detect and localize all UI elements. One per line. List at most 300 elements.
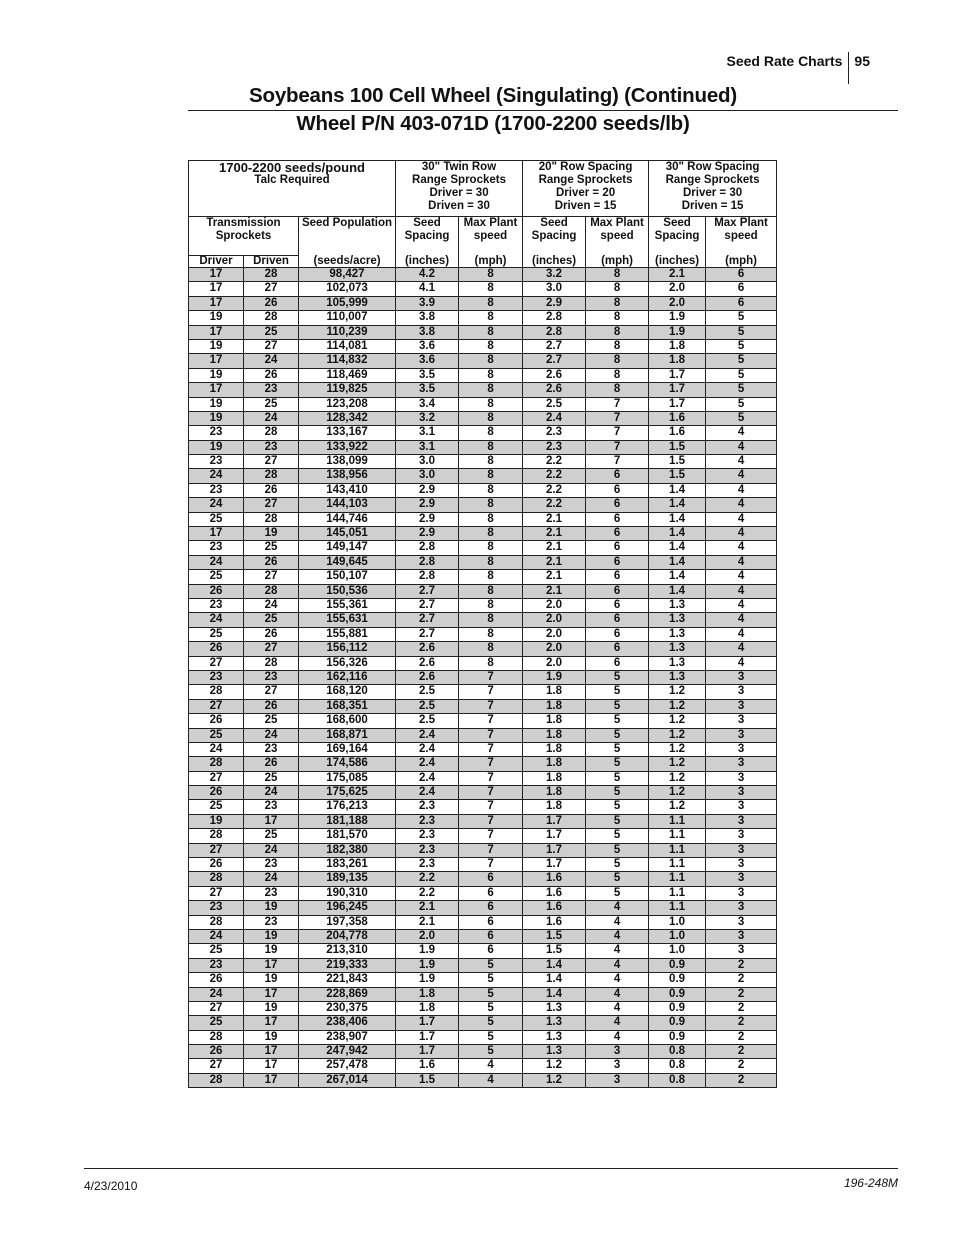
cell-driven: 23: [244, 800, 299, 814]
cell-30in-spacing: 1.3: [649, 627, 706, 641]
unit-mph: (mph): [706, 256, 777, 268]
cell-population: 247,942: [299, 1045, 396, 1059]
cell-driven: 28: [244, 584, 299, 598]
cell-30in-spacing: 1.9: [649, 311, 706, 325]
col-group-line: Driven = 15: [554, 200, 617, 212]
cell-30in-spacing: 0.9: [649, 973, 706, 987]
cell-20in-speed: 5: [586, 814, 649, 828]
cell-twin-spacing: 3.9: [396, 296, 459, 310]
cell-driven: 17: [244, 814, 299, 828]
cell-twin-speed: 7: [459, 814, 523, 828]
table-row: [189, 1073, 777, 1087]
header-max-plant-speed: Max Plant speed: [586, 217, 649, 256]
cell-twin-spacing: 2.7: [396, 584, 459, 598]
cell-driven: 26: [244, 699, 299, 713]
cell-twin-spacing: 3.0: [396, 455, 459, 469]
cell-population: 196,245: [299, 901, 396, 915]
cell-20in-speed: 4: [586, 1001, 649, 1015]
table-row: [189, 440, 777, 454]
cell-30in-speed: 5: [706, 325, 777, 339]
cell-20in-spacing: 1.3: [523, 1016, 586, 1030]
title-line-2: Wheel P/N 403-071D (1700-2200 seeds/lb): [296, 112, 690, 135]
cell-driver: 23: [189, 598, 244, 612]
cell-20in-spacing: 2.2: [523, 469, 586, 483]
cell-20in-speed: 5: [586, 685, 649, 699]
cell-population: 144,103: [299, 498, 396, 512]
cell-20in-speed: 4: [586, 901, 649, 915]
table-row: [189, 339, 777, 353]
cell-twin-spacing: 2.9: [396, 498, 459, 512]
cell-30in-speed: 3: [706, 714, 777, 728]
cell-20in-spacing: 1.4: [523, 987, 586, 1001]
cell-30in-spacing: 1.7: [649, 368, 706, 382]
cell-driver: 28: [189, 757, 244, 771]
cell-30in-spacing: 1.2: [649, 714, 706, 728]
table-row: [189, 483, 777, 497]
cell-driver: 24: [189, 987, 244, 1001]
cell-30in-spacing: 1.2: [649, 757, 706, 771]
cell-20in-speed: 5: [586, 872, 649, 886]
cell-30in-speed: 3: [706, 843, 777, 857]
cell-20in-spacing: 1.7: [523, 829, 586, 843]
cell-population: 149,645: [299, 555, 396, 569]
cell-twin-speed: 8: [459, 397, 523, 411]
cell-twin-spacing: 2.9: [396, 512, 459, 526]
cell-twin-spacing: 2.4: [396, 771, 459, 785]
cell-30in-spacing: 1.2: [649, 800, 706, 814]
cell-30in-speed: 6: [706, 296, 777, 310]
cell-driven: 17: [244, 958, 299, 972]
cell-twin-speed: 7: [459, 829, 523, 843]
table-row: [189, 527, 777, 541]
cell-driven: 27: [244, 570, 299, 584]
cell-30in-spacing: 0.9: [649, 1001, 706, 1015]
cell-20in-spacing: 1.3: [523, 1030, 586, 1044]
cell-twin-spacing: 2.4: [396, 757, 459, 771]
cell-20in-spacing: 1.6: [523, 872, 586, 886]
cell-driver: 23: [189, 455, 244, 469]
cell-driven: 17: [244, 1045, 299, 1059]
cell-20in-spacing: 1.8: [523, 771, 586, 785]
cell-twin-speed: 8: [459, 440, 523, 454]
cell-30in-spacing: 1.4: [649, 584, 706, 598]
cell-30in-spacing: 0.8: [649, 1045, 706, 1059]
cell-20in-speed: 5: [586, 714, 649, 728]
cell-twin-speed: 8: [459, 339, 523, 353]
cell-twin-speed: 8: [459, 426, 523, 440]
group-subheading: Talc Required: [254, 174, 330, 186]
cell-30in-spacing: 1.8: [649, 339, 706, 353]
table-row: [189, 296, 777, 310]
cell-twin-speed: 8: [459, 527, 523, 541]
cell-30in-speed: 3: [706, 915, 777, 929]
cell-twin-speed: 7: [459, 786, 523, 800]
cell-driver: 25: [189, 800, 244, 814]
cell-driven: 27: [244, 642, 299, 656]
cell-twin-speed: 7: [459, 757, 523, 771]
cell-30in-spacing: 1.4: [649, 498, 706, 512]
cell-30in-speed: 2: [706, 1045, 777, 1059]
cell-driver: 26: [189, 642, 244, 656]
cell-20in-spacing: 1.8: [523, 714, 586, 728]
cell-driven: 23: [244, 670, 299, 684]
cell-driven: 25: [244, 541, 299, 555]
header-seed-spacing: Seed Spacing: [649, 217, 706, 256]
cell-20in-spacing: 1.2: [523, 1059, 586, 1073]
table-row: [189, 944, 777, 958]
cell-30in-speed: 4: [706, 613, 777, 627]
table-row: [189, 901, 777, 915]
col-group-line: Range Sprockets: [665, 174, 760, 186]
cell-driver: 19: [189, 311, 244, 325]
table-row: [189, 354, 777, 368]
cell-population: 155,631: [299, 613, 396, 627]
cell-twin-speed: 4: [459, 1073, 523, 1087]
cell-30in-speed: 4: [706, 584, 777, 598]
cell-driver: 24: [189, 929, 244, 943]
cell-driver: 27: [189, 699, 244, 713]
cell-20in-speed: 5: [586, 670, 649, 684]
col-group-title: 30" Twin Row: [421, 161, 497, 173]
cell-30in-spacing: 1.3: [649, 598, 706, 612]
cell-driven: 26: [244, 757, 299, 771]
cell-twin-speed: 4: [459, 1059, 523, 1073]
cell-twin-speed: 8: [459, 411, 523, 425]
cell-20in-speed: 4: [586, 987, 649, 1001]
cell-population: 230,375: [299, 1001, 396, 1015]
cell-30in-spacing: 1.2: [649, 728, 706, 742]
table-row: [189, 929, 777, 943]
cell-20in-speed: 8: [586, 282, 649, 296]
cell-20in-speed: 5: [586, 886, 649, 900]
cell-population: 169,164: [299, 742, 396, 756]
cell-twin-speed: 7: [459, 800, 523, 814]
cell-30in-speed: 5: [706, 411, 777, 425]
cell-twin-spacing: 2.9: [396, 483, 459, 497]
cell-20in-speed: 6: [586, 527, 649, 541]
cell-twin-spacing: 1.7: [396, 1030, 459, 1044]
cell-30in-spacing: 1.1: [649, 886, 706, 900]
cell-driven: 24: [244, 411, 299, 425]
cell-30in-spacing: 0.9: [649, 987, 706, 1001]
col-group-title: 20" Row Spacing: [538, 161, 633, 173]
cell-20in-spacing: 1.8: [523, 728, 586, 742]
cell-driven: 23: [244, 886, 299, 900]
col-group-line: Range Sprockets: [412, 174, 506, 186]
cell-30in-spacing: 1.3: [649, 642, 706, 656]
unit-driver: Driver: [189, 256, 244, 268]
cell-20in-speed: 4: [586, 1030, 649, 1044]
cell-twin-speed: 8: [459, 541, 523, 555]
table-row: [189, 872, 777, 886]
cell-20in-spacing: 2.0: [523, 642, 586, 656]
cell-30in-spacing: 1.4: [649, 483, 706, 497]
cell-30in-speed: 5: [706, 354, 777, 368]
table-row: [189, 311, 777, 325]
cell-driver: 24: [189, 613, 244, 627]
table-row: [189, 642, 777, 656]
col-group-line: Driver = 30: [429, 187, 489, 199]
table-row: [189, 584, 777, 598]
cell-20in-spacing: 2.4: [523, 411, 586, 425]
cell-20in-speed: 5: [586, 699, 649, 713]
cell-driver: 25: [189, 944, 244, 958]
cell-20in-speed: 8: [586, 354, 649, 368]
cell-20in-spacing: 2.6: [523, 383, 586, 397]
table-row: [189, 973, 777, 987]
cell-30in-spacing: 1.9: [649, 325, 706, 339]
cell-driven: 19: [244, 929, 299, 943]
cell-population: 105,999: [299, 296, 396, 310]
cell-30in-speed: 2: [706, 1073, 777, 1087]
cell-twin-spacing: 2.6: [396, 656, 459, 670]
cell-30in-speed: 2: [706, 1030, 777, 1044]
cell-20in-spacing: 2.5: [523, 397, 586, 411]
cell-30in-speed: 6: [706, 282, 777, 296]
page-number: 95: [854, 53, 870, 69]
cell-population: 175,625: [299, 786, 396, 800]
cell-driver: 26: [189, 973, 244, 987]
cell-twin-spacing: 3.8: [396, 311, 459, 325]
cell-population: 221,843: [299, 973, 396, 987]
table-row: [189, 699, 777, 713]
cell-driven: 19: [244, 944, 299, 958]
cell-30in-speed: 2: [706, 1059, 777, 1073]
cell-30in-speed: 4: [706, 555, 777, 569]
cell-twin-spacing: 1.9: [396, 973, 459, 987]
cell-driven: 26: [244, 296, 299, 310]
cell-driver: 24: [189, 742, 244, 756]
cell-20in-speed: 5: [586, 858, 649, 872]
cell-30in-speed: 3: [706, 800, 777, 814]
cell-20in-speed: 5: [586, 771, 649, 785]
cell-30in-spacing: 1.6: [649, 411, 706, 425]
cell-20in-speed: 8: [586, 368, 649, 382]
cell-twin-spacing: 2.8: [396, 555, 459, 569]
cell-population: 110,007: [299, 311, 396, 325]
cell-20in-speed: 6: [586, 469, 649, 483]
cell-driven: 24: [244, 872, 299, 886]
cell-30in-spacing: 1.7: [649, 397, 706, 411]
table-row: [189, 656, 777, 670]
cell-driver: 23: [189, 958, 244, 972]
cell-twin-speed: 7: [459, 699, 523, 713]
cell-driven: 27: [244, 282, 299, 296]
cell-20in-spacing: 1.5: [523, 929, 586, 943]
table-row: [189, 886, 777, 900]
cell-20in-spacing: 1.7: [523, 858, 586, 872]
cell-population: 144,746: [299, 512, 396, 526]
cell-driver: 26: [189, 858, 244, 872]
table-row: [189, 555, 777, 569]
cell-20in-spacing: 2.1: [523, 527, 586, 541]
cell-30in-speed: 4: [706, 642, 777, 656]
cell-driven: 23: [244, 858, 299, 872]
cell-driven: 23: [244, 742, 299, 756]
cell-driven: 19: [244, 1030, 299, 1044]
cell-twin-spacing: 2.4: [396, 786, 459, 800]
cell-twin-speed: 7: [459, 728, 523, 742]
cell-driver: 27: [189, 843, 244, 857]
cell-driver: 28: [189, 915, 244, 929]
cell-population: 114,081: [299, 339, 396, 353]
cell-30in-speed: 4: [706, 598, 777, 612]
cell-population: 138,956: [299, 469, 396, 483]
cell-20in-speed: 8: [586, 325, 649, 339]
cell-twin-speed: 8: [459, 368, 523, 382]
cell-twin-speed: 7: [459, 670, 523, 684]
cell-driven: 19: [244, 973, 299, 987]
cell-population: 213,310: [299, 944, 396, 958]
header-max-plant-speed: Max Plant speed: [706, 217, 777, 256]
cell-driver: 19: [189, 368, 244, 382]
cell-twin-spacing: 3.1: [396, 426, 459, 440]
cell-twin-speed: 7: [459, 714, 523, 728]
table-row: [189, 987, 777, 1001]
header-transmission: Transmission Sprockets: [189, 217, 299, 256]
cell-twin-speed: 6: [459, 901, 523, 915]
cell-driver: 19: [189, 339, 244, 353]
cell-20in-spacing: 1.8: [523, 699, 586, 713]
title-rule: [188, 110, 898, 111]
cell-30in-spacing: 1.2: [649, 742, 706, 756]
cell-driver: 27: [189, 886, 244, 900]
cell-driven: 17: [244, 1073, 299, 1087]
cell-driven: 24: [244, 354, 299, 368]
cell-20in-spacing: 2.9: [523, 296, 586, 310]
cell-twin-spacing: 4.2: [396, 268, 459, 282]
cell-20in-speed: 7: [586, 426, 649, 440]
cell-driven: 27: [244, 339, 299, 353]
cell-20in-spacing: 1.6: [523, 915, 586, 929]
cell-30in-speed: 2: [706, 973, 777, 987]
cell-30in-speed: 3: [706, 685, 777, 699]
cell-twin-speed: 7: [459, 858, 523, 872]
cell-driven: 23: [244, 915, 299, 929]
cell-population: 204,778: [299, 929, 396, 943]
cell-population: 143,410: [299, 483, 396, 497]
cell-20in-speed: 5: [586, 728, 649, 742]
cell-20in-speed: 8: [586, 311, 649, 325]
col-group-twin-row: [396, 161, 523, 217]
cell-population: 114,832: [299, 354, 396, 368]
cell-30in-speed: 4: [706, 512, 777, 526]
cell-30in-speed: 2: [706, 958, 777, 972]
cell-population: 238,907: [299, 1030, 396, 1044]
unit-mph: (mph): [586, 256, 649, 268]
cell-population: 175,085: [299, 771, 396, 785]
cell-30in-speed: 4: [706, 483, 777, 497]
cell-20in-spacing: 1.8: [523, 685, 586, 699]
cell-30in-speed: 3: [706, 757, 777, 771]
cell-twin-spacing: 2.3: [396, 858, 459, 872]
cell-driver: 25: [189, 512, 244, 526]
cell-20in-speed: 4: [586, 929, 649, 943]
section-title: Seed Rate Charts: [726, 53, 843, 69]
cell-twin-speed: 7: [459, 685, 523, 699]
cell-30in-speed: 4: [706, 627, 777, 641]
cell-20in-speed: 5: [586, 843, 649, 857]
cell-20in-spacing: 2.8: [523, 311, 586, 325]
cell-twin-spacing: 3.6: [396, 339, 459, 353]
cell-20in-spacing: 1.7: [523, 814, 586, 828]
cell-twin-speed: 8: [459, 311, 523, 325]
cell-twin-spacing: 2.8: [396, 541, 459, 555]
cell-20in-speed: 6: [586, 555, 649, 569]
cell-30in-speed: 4: [706, 426, 777, 440]
cell-population: 118,469: [299, 368, 396, 382]
cell-twin-speed: 8: [459, 268, 523, 282]
cell-driven: 26: [244, 555, 299, 569]
cell-twin-speed: 8: [459, 483, 523, 497]
group-header-cell: [189, 161, 396, 217]
cell-twin-speed: 8: [459, 469, 523, 483]
cell-20in-speed: 5: [586, 800, 649, 814]
cell-20in-spacing: 2.2: [523, 483, 586, 497]
table-row: [189, 1001, 777, 1015]
cell-20in-speed: 8: [586, 296, 649, 310]
cell-driver: 17: [189, 296, 244, 310]
cell-twin-spacing: 3.4: [396, 397, 459, 411]
cell-30in-spacing: 1.0: [649, 929, 706, 943]
cell-30in-speed: 5: [706, 397, 777, 411]
cell-30in-speed: 4: [706, 498, 777, 512]
cell-30in-speed: 4: [706, 440, 777, 454]
cell-30in-spacing: 2.1: [649, 268, 706, 282]
cell-population: 119,825: [299, 383, 396, 397]
cell-20in-speed: 7: [586, 397, 649, 411]
cell-30in-spacing: 1.5: [649, 455, 706, 469]
cell-20in-spacing: 2.6: [523, 368, 586, 382]
cell-twin-speed: 5: [459, 973, 523, 987]
cell-30in-speed: 4: [706, 527, 777, 541]
cell-twin-speed: 8: [459, 325, 523, 339]
cell-driven: 26: [244, 368, 299, 382]
cell-30in-spacing: 1.0: [649, 944, 706, 958]
cell-30in-speed: 5: [706, 311, 777, 325]
cell-population: 174,586: [299, 757, 396, 771]
cell-twin-spacing: 2.6: [396, 670, 459, 684]
cell-driven: 24: [244, 598, 299, 612]
cell-twin-spacing: 3.6: [396, 354, 459, 368]
cell-twin-spacing: 2.9: [396, 527, 459, 541]
table-body: [189, 268, 777, 1088]
cell-twin-spacing: 3.5: [396, 368, 459, 382]
cell-twin-speed: 5: [459, 1016, 523, 1030]
cell-twin-spacing: 1.7: [396, 1045, 459, 1059]
cell-20in-speed: 5: [586, 786, 649, 800]
cell-population: 110,239: [299, 325, 396, 339]
cell-driven: 28: [244, 469, 299, 483]
col-group-title: 30" Row Spacing: [665, 161, 760, 173]
cell-driven: 27: [244, 498, 299, 512]
cell-twin-spacing: 2.4: [396, 742, 459, 756]
cell-30in-spacing: 1.4: [649, 527, 706, 541]
cell-30in-spacing: 0.9: [649, 1030, 706, 1044]
footer-date: 4/23/2010: [84, 1179, 138, 1193]
cell-twin-speed: 6: [459, 886, 523, 900]
cell-driver: 25: [189, 627, 244, 641]
footer-rule: [84, 1168, 898, 1169]
cell-twin-spacing: 4.1: [396, 282, 459, 296]
cell-population: 123,208: [299, 397, 396, 411]
cell-driven: 23: [244, 383, 299, 397]
col-group-line: Driver = 20: [555, 187, 616, 199]
cell-30in-spacing: 1.4: [649, 541, 706, 555]
cell-population: 189,135: [299, 872, 396, 886]
cell-20in-speed: 8: [586, 268, 649, 282]
cell-twin-spacing: 2.6: [396, 642, 459, 656]
